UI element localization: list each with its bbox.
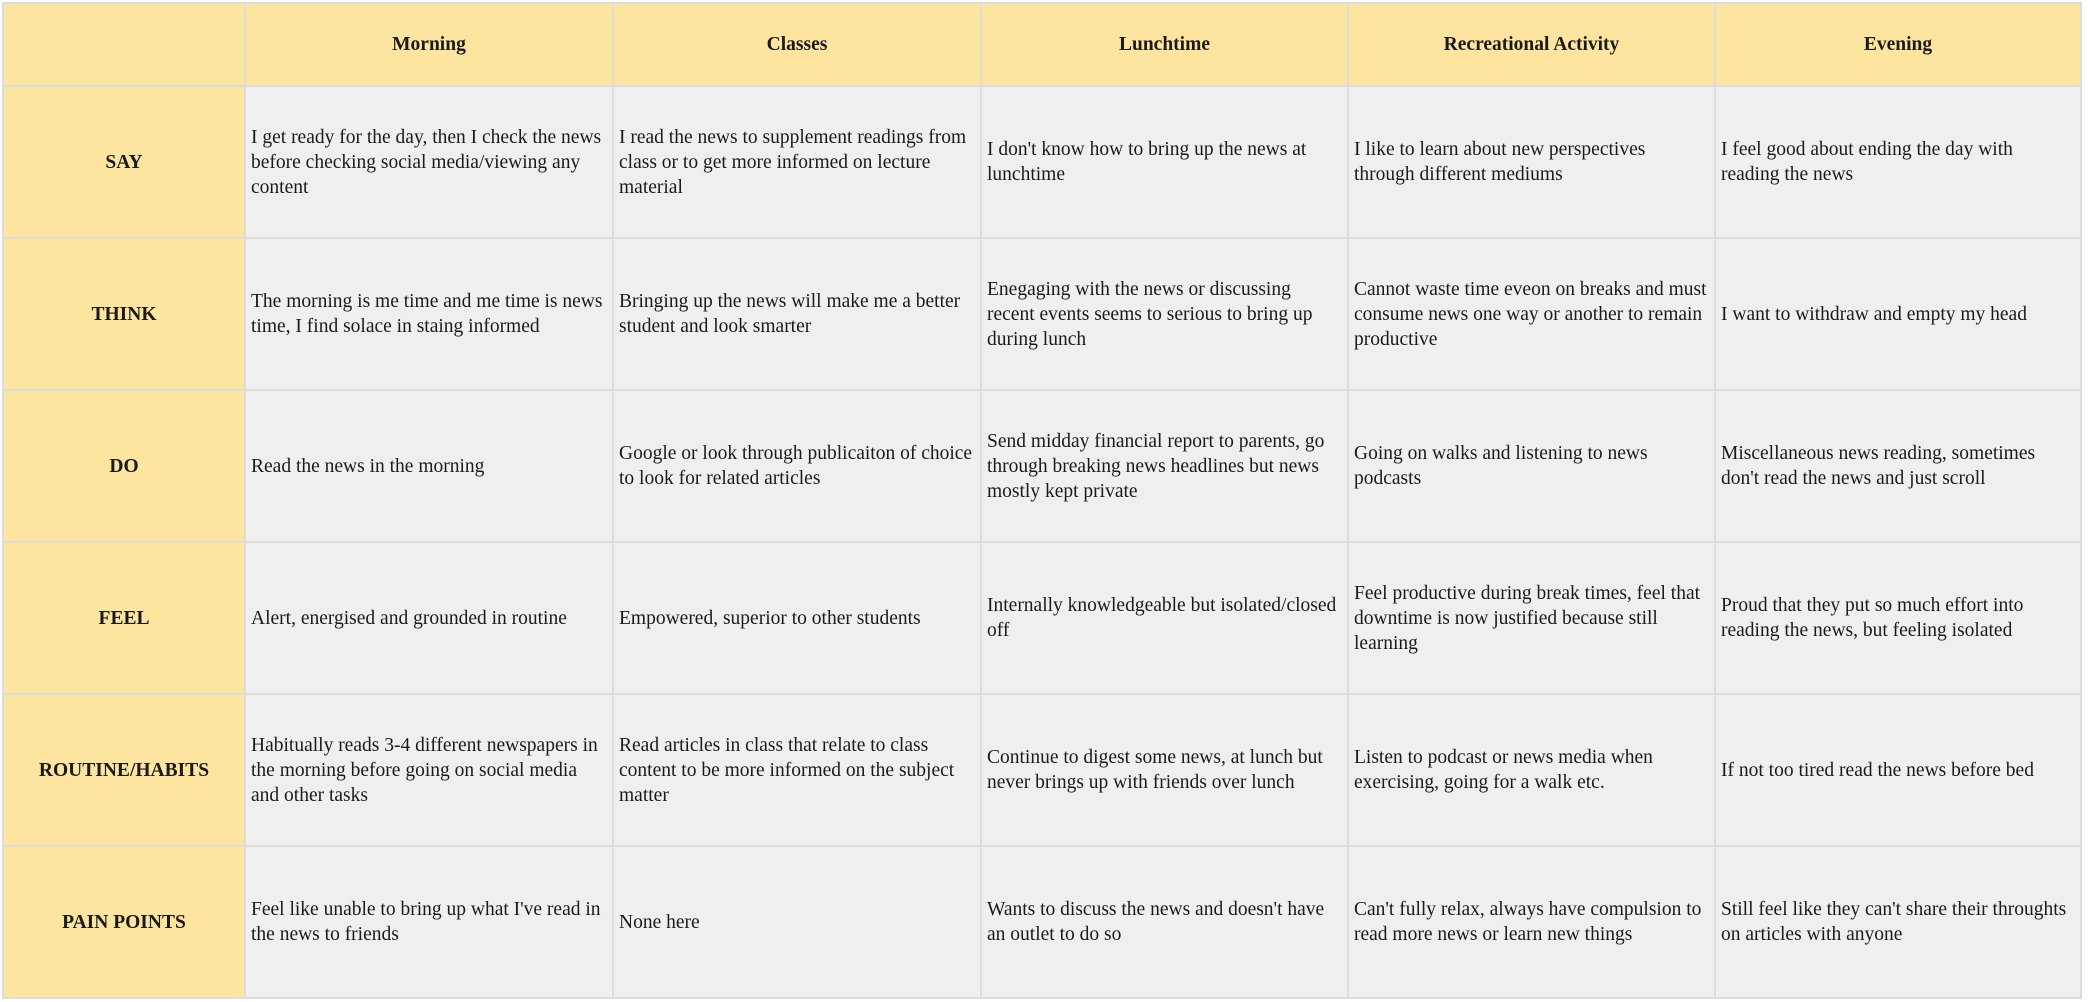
cell-text: The morning is me time and me time is news time, I find solace in staing informed <box>251 291 603 337</box>
cell-text: I read the news to supplement readings from class or to get more informed on lecture material <box>619 126 967 198</box>
cell-text: Enegaging with the news or discussing recent events seems to serious to bring up during lunch <box>987 278 1313 350</box>
table-cell <box>246 847 614 999</box>
cell-text: Continue to digest some news, at lunch but never brings up with friends over lunch <box>987 747 1323 793</box>
column-header-recreational-activity: Recreational Activity <box>1349 4 1716 87</box>
column-header-evening: Evening <box>1716 4 2082 87</box>
table-cell <box>982 87 1349 239</box>
column-header-morning: Morning <box>246 4 614 87</box>
cell-text: Feel like unable to bring up what I've read in the news to friends <box>251 899 601 945</box>
table-cell <box>614 847 982 999</box>
cell-text: Miscellaneous news reading, sometimes don't read the news and just scroll <box>1721 443 2036 489</box>
table-cell <box>1716 87 2082 239</box>
cell-text: Cannot waste time eveon on breaks and must consume news one way or another to remain productive <box>1354 278 1707 350</box>
table-cell <box>1349 391 1716 543</box>
cell-text: Listen to podcast or news media when exercising, going for a walk etc. <box>1354 747 1653 793</box>
table-cell <box>982 695 1349 847</box>
table-cell <box>614 87 982 239</box>
cell-text: Read the news in the morning <box>251 455 485 477</box>
cell-text: Bringing up the news will make me a better student and look smarter <box>619 291 961 337</box>
cell-text: If not too tired read the news before bed <box>1721 759 2034 781</box>
table-cell <box>1716 391 2082 543</box>
table-cell <box>614 695 982 847</box>
column-header-lunchtime: Lunchtime <box>982 4 1349 87</box>
cell-text: Internally knowledgeable but isolated/closed off <box>987 595 1337 641</box>
cell-text: I don't know how to bring up the news at lunchtime <box>987 139 1307 185</box>
table-cell <box>1349 847 1716 999</box>
table-cell <box>1349 239 1716 391</box>
table-cell <box>982 391 1349 543</box>
cell-text: Habitually reads 3-4 different newspapers in the morning before going on social media and other tasks <box>251 734 598 806</box>
row-header-do: DO <box>4 391 246 543</box>
table-cell <box>1349 543 1716 695</box>
cell-text: Going on walks and listening to news podcasts <box>1354 443 1648 489</box>
row-header-say: SAY <box>4 87 246 239</box>
cell-text: Alert, energised and grounded in routine <box>251 607 567 629</box>
row-header-pain-points: PAIN POINTS <box>4 847 246 999</box>
cell-text: Read articles in class that relate to class content to be more informed on the subject matter <box>619 734 955 806</box>
table-cell <box>614 543 982 695</box>
table-cell <box>1349 87 1716 239</box>
table-cell <box>246 695 614 847</box>
table-cell <box>246 87 614 239</box>
table-cell <box>982 543 1349 695</box>
table-cell <box>1716 847 2082 999</box>
table-cell <box>614 391 982 543</box>
table-cell <box>246 391 614 543</box>
row-header-think: THINK <box>4 239 246 391</box>
table-cell <box>246 239 614 391</box>
cell-text: I like to learn about new perspectives through different mediums <box>1354 139 1646 185</box>
table-cell <box>1716 543 2082 695</box>
cell-text: Feel productive during break times, feel that downtime is now justified because still learning <box>1354 582 1701 654</box>
cell-text: Send midday financial report to parents, go through breaking news headlines but news mostly kept private <box>987 430 1325 502</box>
column-header-classes: Classes <box>614 4 982 87</box>
table-cell <box>1716 239 2082 391</box>
row-header-feel: FEEL <box>4 543 246 695</box>
table-cell <box>982 847 1349 999</box>
cell-text: Empowered, superior to other students <box>619 607 921 629</box>
cell-text: I get ready for the day, then I check the news before checking social media/viewing any content <box>251 126 602 198</box>
cell-text: Wants to discuss the news and doesn't have an outlet to do so <box>987 899 1325 945</box>
table-cell <box>1349 695 1716 847</box>
cell-text: I feel good about ending the day with reading the news <box>1721 139 2013 185</box>
table-cell <box>614 239 982 391</box>
table-cell <box>982 239 1349 391</box>
row-header-routine-habits: ROUTINE/HABITS <box>4 695 246 847</box>
cell-text: None here <box>619 911 700 933</box>
cell-text: Still feel like they can't share their throughts on articles with anyone <box>1721 899 2067 945</box>
cell-text: I want to withdraw and empty my head <box>1721 303 2027 325</box>
empathy-map-table <box>2 2 2082 999</box>
cell-text: Proud that they put so much effort into reading the news, but feeling isolated <box>1721 595 2024 641</box>
cell-text: Google or look through publicaiton of choice to look for related articles <box>619 443 973 489</box>
corner-cell <box>4 4 246 87</box>
table-cell <box>1716 695 2082 847</box>
cell-text: Can't fully relax, always have compulsion to read more news or learn new things <box>1354 899 1702 945</box>
table-cell <box>246 543 614 695</box>
